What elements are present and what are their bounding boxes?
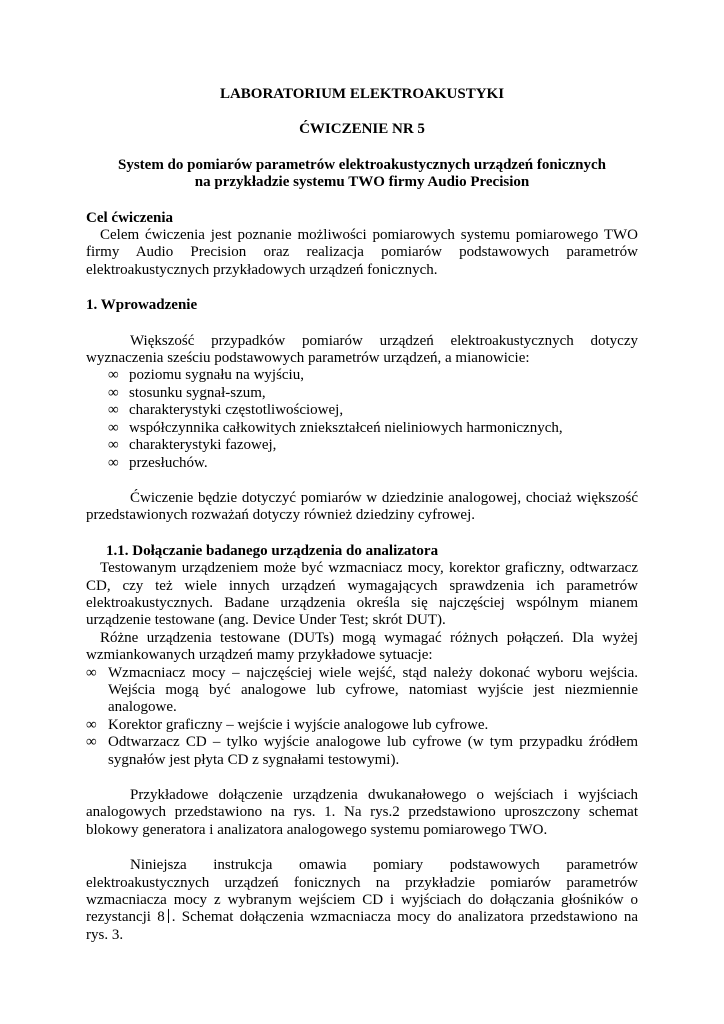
instruction-text-a: Niniejsza instrukcja omawia pomiary podstawowych parametrów elektroakustycznych urządzeń fonicznych na przykładzie pomiarów parametrów wzmacniacza mocy z wybranym wejściem CD i wyjściach do dołączania głośników o rezystancji 8: [86, 857, 638, 926]
connection-list: [86, 665, 638, 769]
list-item: [86, 437, 638, 454]
list-item-text: poziomu sygnału na wyjściu,: [129, 367, 304, 384]
list-item: [86, 367, 638, 384]
exercise-title: ĆWICZENIE NR 5: [299, 121, 425, 138]
list-item-text: przesłuchów.: [129, 454, 208, 471]
bullet-icon: ∞: [108, 402, 119, 419]
bullet-icon: ∞: [108, 384, 119, 401]
list-item: [86, 420, 638, 437]
list-item-text: Odtwarzacz CD – tylko wyjście analogowe lub cyfrowe (w tym przypadku źródłem sygnałów jest płyta CD z sygnałami testowymi).: [108, 734, 638, 768]
list-item: [86, 402, 638, 419]
goal-paragraph: Celem ćwiczenia jest poznanie możliwości pomiarowych systemu pomiarowego TWO firmy Audio Precision oraz realizacja pomiarów podstawowych parametrów elektroakustycznych przykładowych urządzeń fonicznych.: [86, 227, 638, 278]
bullet-icon: ∞: [108, 454, 119, 471]
list-item: [86, 717, 638, 734]
section-1-1-paragraph-1: Testowanym urządzeniem może być wzmacniacz mocy, korektor graficzny, odtwarzacz CD, czy też wiele innych urządzeń wymagających sprawdzenia ich parametrów elektroakustycznych. Badane urządzenia określa się najczęściej wspólnym mianem urządzenie testowane (ang. Device Under Test; skrót DUT).: [86, 560, 638, 629]
bullet-icon: ∞: [108, 419, 119, 436]
intro-paragraph: Większość przypadków pomiarów urządzeń elektroakustycznych dotyczy wyznaczenia sześciu podstawowych parametrów urządzeń, a mianowicie:: [86, 332, 638, 367]
bullet-icon: ∞: [86, 734, 97, 751]
document-page: [86, 86, 638, 944]
document-subtitle: System do pomiarów parametrów elektroakustycznych urządzeń fonicznych na przykładzie systemu TWO firmy Audio Precision: [117, 156, 606, 191]
list-item-text: stosunku sygnał-szum,: [129, 384, 266, 401]
instruction-paragraph: [86, 857, 638, 944]
list-item: [86, 385, 638, 402]
analog-paragraph: Ćwiczenie będzie dotyczyć pomiarów w dziedzinie analogowej, chociaż większość przedstawionych rozważań dotyczy również dziedziny cyfrowej.: [86, 489, 638, 524]
ohm-symbol-icon: [168, 909, 169, 923]
list-item-text: Korektor graficzny – wejście i wyjście analogowe lub cyfrowe.: [108, 716, 489, 733]
list-item-text: Wzmacniacz mocy – najczęściej wiele wejść, stąd należy dokonać wyboru wejścia. Wejścia mogą być analogowe lub cyfrowe, natomiast wyjście jest niezmiennie analogowe.: [108, 664, 638, 716]
list-item-text: charakterystyki częstotliwościowej,: [129, 402, 344, 419]
goal-heading: Cel ćwiczenia: [86, 209, 174, 226]
list-item: [86, 734, 638, 769]
section-1-1-paragraph-2: Różne urządzenia testowane (DUTs) mogą wymagać różnych połączeń. Dla wyżej wzmiankowanych urządzeń mamy przykładowe sytuacje:: [86, 629, 638, 664]
example-paragraph: Przykładowe dołączenie urządzenia dwukanałowego o wejściach i wyjściach analogowych przedstawiono na rys. 1. Na rys.2 przedstawiono uproszczony schemat blokowy generatora i analizatora analogowego systemu pomiarowego TWO.: [86, 787, 638, 838]
bullet-icon: ∞: [86, 716, 97, 733]
intro-heading: 1. Wprowadzenie: [86, 297, 198, 314]
bullet-icon: ∞: [86, 664, 97, 681]
lab-title: LABORATORIUM ELEKTROAKUSTYKI: [219, 86, 505, 102]
list-item: [86, 665, 638, 717]
list-item-text: charakterystyki fazowej,: [129, 437, 277, 454]
bullet-icon: ∞: [108, 437, 119, 454]
section-1-1-heading: 1.1. Dołączanie badanego urządzenia do analizatora: [106, 542, 439, 559]
bullet-icon: ∞: [108, 367, 119, 384]
instruction-text-b: . Schemat dołączenia wzmacniacza mocy do analizatora przedstawiono na rys. 3.: [86, 909, 638, 943]
list-item: [86, 455, 638, 472]
list-item-text: współczynnika całkowitych zniekształceń nieliniowych harmonicznych,: [129, 419, 563, 436]
parameter-list: [86, 367, 638, 471]
